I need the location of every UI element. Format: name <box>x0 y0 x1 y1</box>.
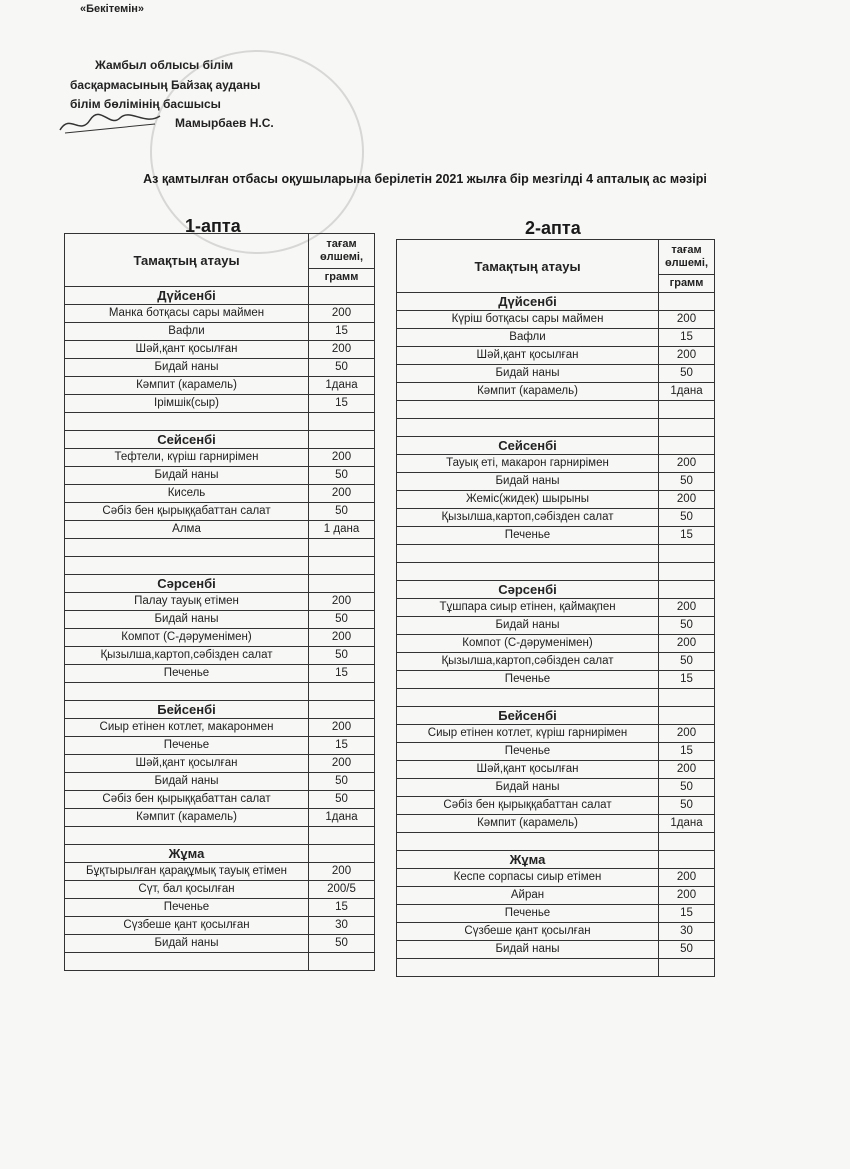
dish-amount: 50 <box>309 467 375 485</box>
dish-amount: 1дана <box>309 377 375 395</box>
dish-name: Сәбіз бен қырыққабаттан салат <box>65 503 309 521</box>
table-row <box>65 341 375 359</box>
dish-amount: 200 <box>309 341 375 359</box>
dish-name: Алма <box>65 521 309 539</box>
empty-cell <box>309 701 375 719</box>
header-row <box>65 234 375 269</box>
week-2-title: 2-апта <box>525 218 581 238</box>
empty-cell <box>659 545 715 563</box>
dish-amount: 1дана <box>659 383 715 401</box>
dish-name: Бидай наны <box>397 365 659 383</box>
table-row <box>397 599 715 617</box>
table-row <box>65 395 375 413</box>
dish-amount: 50 <box>309 647 375 665</box>
empty-cell <box>309 287 375 305</box>
empty-cell <box>659 851 715 869</box>
table-row <box>65 737 375 755</box>
column-header-name: Тамақтың атауы <box>65 234 309 287</box>
empty-cell <box>659 689 715 707</box>
table-row <box>397 347 715 365</box>
column-header-measure: тағам өлшемі, <box>309 234 375 269</box>
empty-cell <box>397 563 659 581</box>
dish-name: Сүт, бал қосылған <box>65 881 309 899</box>
dish-amount: 50 <box>309 773 375 791</box>
header-line-2: басқармасының Байзақ ауданы <box>70 78 261 92</box>
empty-cell <box>397 419 659 437</box>
dish-amount: 50 <box>309 611 375 629</box>
dish-amount: 15 <box>309 737 375 755</box>
day-name: Бейсенбі <box>397 707 659 725</box>
table-row <box>65 935 375 953</box>
blank-row <box>397 959 715 977</box>
day-row <box>65 701 375 719</box>
dish-name: Сүзбеше қант қосылған <box>65 917 309 935</box>
header-signatory: Мамырбаев Н.С. <box>175 116 274 130</box>
table-row <box>65 755 375 773</box>
table-row <box>65 791 375 809</box>
empty-cell <box>309 539 375 557</box>
day-row <box>65 431 375 449</box>
empty-cell <box>65 827 309 845</box>
table-row <box>65 305 375 323</box>
dish-amount: 50 <box>309 503 375 521</box>
dish-name: Бұқтырылған қарақұмық тауық етімен <box>65 863 309 881</box>
dish-name: Шәй,қант қосылған <box>397 347 659 365</box>
dish-name: Печенье <box>65 899 309 917</box>
dish-amount: 200 <box>659 761 715 779</box>
dish-amount: 15 <box>659 527 715 545</box>
empty-cell <box>65 953 309 971</box>
dish-amount: 30 <box>309 917 375 935</box>
dish-amount: 200 <box>309 449 375 467</box>
blank-row <box>65 953 375 971</box>
day-name: Жұма <box>397 851 659 869</box>
day-name: Бейсенбі <box>65 701 309 719</box>
table-row <box>397 671 715 689</box>
dish-name: Печенье <box>397 743 659 761</box>
dish-amount: 200 <box>309 593 375 611</box>
week-1-title: 1-апта <box>185 216 241 236</box>
dish-name: Кәмпит (карамель) <box>397 815 659 833</box>
dish-amount: 30 <box>659 923 715 941</box>
dish-name: Вафли <box>65 323 309 341</box>
dish-name: Бидай наны <box>397 473 659 491</box>
day-name: Сейсенбі <box>397 437 659 455</box>
dish-amount: 200 <box>309 485 375 503</box>
empty-cell <box>65 557 309 575</box>
week-2-table <box>396 239 715 977</box>
blank-row <box>397 833 715 851</box>
table-row <box>65 467 375 485</box>
empty-cell <box>309 953 375 971</box>
table-row <box>397 653 715 671</box>
dish-name: Бидай наны <box>65 359 309 377</box>
empty-cell <box>659 437 715 455</box>
table-row <box>397 923 715 941</box>
dish-amount: 15 <box>659 743 715 761</box>
empty-cell <box>397 959 659 977</box>
dish-amount: 200 <box>309 719 375 737</box>
blank-row <box>65 827 375 845</box>
table-row <box>397 761 715 779</box>
table-row <box>65 359 375 377</box>
dish-name: Печенье <box>397 671 659 689</box>
empty-cell <box>309 557 375 575</box>
blank-row <box>397 689 715 707</box>
table-row <box>397 473 715 491</box>
empty-cell <box>309 413 375 431</box>
empty-cell <box>397 545 659 563</box>
dish-name: Бидай наны <box>397 617 659 635</box>
dish-amount: 50 <box>659 509 715 527</box>
empty-cell <box>309 827 375 845</box>
table-row <box>65 809 375 827</box>
dish-amount: 15 <box>309 395 375 413</box>
dish-amount: 15 <box>309 899 375 917</box>
table-row <box>397 455 715 473</box>
dish-name: Тефтели, күріш гарнирімен <box>65 449 309 467</box>
dish-name: Кәмпит (карамель) <box>65 377 309 395</box>
table-row <box>65 863 375 881</box>
dish-name: Печенье <box>65 665 309 683</box>
dish-name: Қызылша,картоп,сәбізден салат <box>397 509 659 527</box>
dish-amount: 200 <box>659 491 715 509</box>
dish-amount: 200 <box>309 755 375 773</box>
dish-amount: 200 <box>659 635 715 653</box>
blank-row <box>397 563 715 581</box>
header-row <box>397 240 715 275</box>
approval-label: «Бекітемін» <box>80 3 145 15</box>
dish-amount: 15 <box>659 329 715 347</box>
dish-name: Шәй,қант қосылған <box>65 341 309 359</box>
day-row <box>397 437 715 455</box>
dish-name: Кеспе сорпасы сиыр етімен <box>397 869 659 887</box>
dish-name: Печенье <box>397 905 659 923</box>
empty-cell <box>309 575 375 593</box>
dish-name: Бидай наны <box>65 935 309 953</box>
dish-amount: 200 <box>659 347 715 365</box>
dish-amount: 50 <box>309 935 375 953</box>
dish-name: Кисель <box>65 485 309 503</box>
day-row <box>65 845 375 863</box>
day-row <box>65 287 375 305</box>
dish-name: Сиыр етінен котлет, күріш гарнирімен <box>397 725 659 743</box>
empty-cell <box>659 401 715 419</box>
table-row <box>397 725 715 743</box>
dish-amount: 200 <box>659 725 715 743</box>
blank-row <box>65 683 375 701</box>
table-row <box>397 779 715 797</box>
empty-cell <box>659 959 715 977</box>
day-row <box>397 851 715 869</box>
column-header-name: Тамақтың атауы <box>397 240 659 293</box>
dish-name: Жеміс(жидек) шырыны <box>397 491 659 509</box>
table-row <box>65 521 375 539</box>
day-name: Сейсенбі <box>65 431 309 449</box>
dish-name: Бидай наны <box>397 941 659 959</box>
table-row <box>397 509 715 527</box>
table-row <box>397 905 715 923</box>
empty-cell <box>659 833 715 851</box>
dish-name: Бидай наны <box>65 611 309 629</box>
table-row <box>65 719 375 737</box>
dish-amount: 50 <box>309 791 375 809</box>
table-row <box>65 611 375 629</box>
dish-name: Шәй,қант қосылған <box>397 761 659 779</box>
table-row <box>397 815 715 833</box>
dish-name: Қызылша,картоп,сәбізден салат <box>397 653 659 671</box>
blank-row <box>397 545 715 563</box>
dish-amount: 200/5 <box>309 881 375 899</box>
dish-amount: 50 <box>659 779 715 797</box>
day-name: Дүйсенбі <box>65 287 309 305</box>
table-row <box>397 869 715 887</box>
table-row <box>65 593 375 611</box>
blank-row <box>397 419 715 437</box>
blank-row <box>65 539 375 557</box>
table-row <box>65 773 375 791</box>
header-line-1: Жамбыл облысы білім <box>95 58 234 72</box>
dish-amount: 200 <box>659 311 715 329</box>
empty-cell <box>397 833 659 851</box>
dish-amount: 200 <box>309 305 375 323</box>
blank-row <box>65 413 375 431</box>
table-row <box>65 899 375 917</box>
dish-name: Сүзбеше қант қосылған <box>397 923 659 941</box>
table-row <box>65 503 375 521</box>
dish-name: Тауық еті, макарон гарнирімен <box>397 455 659 473</box>
dish-name: Сәбіз бен қырыққабаттан салат <box>397 797 659 815</box>
dish-name: Компот (С-дәруменімен) <box>65 629 309 647</box>
dish-amount: 50 <box>659 653 715 671</box>
dish-amount: 50 <box>659 473 715 491</box>
table-row <box>65 323 375 341</box>
empty-cell <box>659 707 715 725</box>
empty-cell <box>309 683 375 701</box>
empty-cell <box>659 581 715 599</box>
dish-name: Кәмпит (карамель) <box>397 383 659 401</box>
dish-amount: 200 <box>659 599 715 617</box>
day-row <box>397 707 715 725</box>
week-1-table <box>64 233 375 971</box>
dish-name: Сиыр етінен котлет, макаронмен <box>65 719 309 737</box>
table-row <box>65 665 375 683</box>
dish-name: Күріш ботқасы сары маймен <box>397 311 659 329</box>
empty-cell <box>65 413 309 431</box>
dish-name: Бидай наны <box>397 779 659 797</box>
dish-name: Вафли <box>397 329 659 347</box>
table-row <box>397 887 715 905</box>
table-row <box>397 311 715 329</box>
dish-name: Қызылша,картоп,сәбізден салат <box>65 647 309 665</box>
dish-name: Тұшпара сиыр етінен, қаймақпен <box>397 599 659 617</box>
column-header-unit: грамм <box>309 269 375 287</box>
blank-row <box>397 401 715 419</box>
table-row <box>397 797 715 815</box>
table-row <box>65 449 375 467</box>
empty-cell <box>309 845 375 863</box>
table-row <box>397 527 715 545</box>
table-row <box>397 941 715 959</box>
empty-cell <box>659 419 715 437</box>
dish-amount: 1дана <box>659 815 715 833</box>
dish-amount: 1 дана <box>309 521 375 539</box>
empty-cell <box>65 539 309 557</box>
empty-cell <box>65 683 309 701</box>
day-name: Сәрсенбі <box>65 575 309 593</box>
table-row <box>65 881 375 899</box>
table-row <box>397 365 715 383</box>
day-row <box>397 581 715 599</box>
table-row <box>397 329 715 347</box>
dish-amount: 200 <box>309 863 375 881</box>
dish-amount: 1дана <box>309 809 375 827</box>
dish-name: Манка ботқасы сары маймен <box>65 305 309 323</box>
table-row <box>65 917 375 935</box>
dish-amount: 15 <box>309 665 375 683</box>
dish-amount: 200 <box>659 455 715 473</box>
dish-amount: 15 <box>659 905 715 923</box>
empty-cell <box>397 401 659 419</box>
column-header-unit: грамм <box>659 275 715 293</box>
dish-amount: 50 <box>309 359 375 377</box>
empty-cell <box>659 293 715 311</box>
day-name: Дүйсенбі <box>397 293 659 311</box>
blank-row <box>65 557 375 575</box>
dish-name: Палау тауық етімен <box>65 593 309 611</box>
day-row <box>397 293 715 311</box>
empty-cell <box>309 431 375 449</box>
table-row <box>397 635 715 653</box>
dish-amount: 50 <box>659 617 715 635</box>
table-row <box>397 743 715 761</box>
dish-amount: 200 <box>309 629 375 647</box>
table-row <box>65 629 375 647</box>
table-row <box>65 485 375 503</box>
header-line-3: білім бөлімінің басшысы <box>70 97 221 111</box>
empty-cell <box>659 563 715 581</box>
table-row <box>397 491 715 509</box>
dish-amount: 15 <box>659 671 715 689</box>
dish-amount: 50 <box>659 365 715 383</box>
table-row <box>65 377 375 395</box>
dish-name: Печенье <box>397 527 659 545</box>
day-name: Жұма <box>65 845 309 863</box>
dish-amount: 50 <box>659 797 715 815</box>
table-row <box>65 647 375 665</box>
dish-name: Кәмпит (карамель) <box>65 809 309 827</box>
dish-name: Айран <box>397 887 659 905</box>
dish-amount: 15 <box>309 323 375 341</box>
document-title: Аз қамтылған отбасы оқушыларына берілетін 2021 жылға бір мезгілді 4 апталық ас мәзірі <box>143 172 707 186</box>
dish-name: Печенье <box>65 737 309 755</box>
table-row <box>397 383 715 401</box>
dish-amount: 50 <box>659 941 715 959</box>
dish-name: Бидай наны <box>65 467 309 485</box>
dish-name: Бидай наны <box>65 773 309 791</box>
day-row <box>65 575 375 593</box>
table-row <box>397 617 715 635</box>
empty-cell <box>397 689 659 707</box>
day-name: Сәрсенбі <box>397 581 659 599</box>
dish-name: Компот (С-дәруменімен) <box>397 635 659 653</box>
column-header-measure: тағам өлшемі, <box>659 240 715 275</box>
dish-name: Шәй,қант қосылған <box>65 755 309 773</box>
dish-name: Сәбіз бен қырыққабаттан салат <box>65 791 309 809</box>
dish-amount: 200 <box>659 887 715 905</box>
dish-name: Ірімшік(сыр) <box>65 395 309 413</box>
dish-amount: 200 <box>659 869 715 887</box>
